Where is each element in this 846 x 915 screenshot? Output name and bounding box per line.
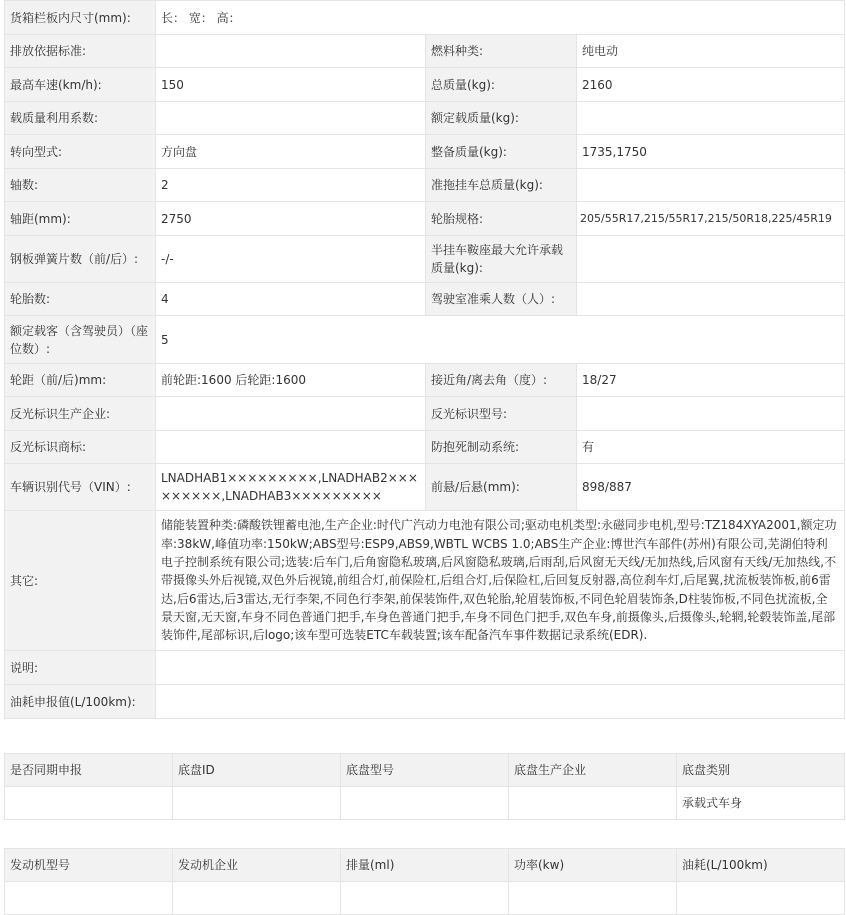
column-header: 底盘ID — [173, 754, 341, 787]
spec-value: 1735,1750 — [577, 135, 845, 169]
note-value — [156, 651, 845, 685]
column-header: 底盘型号 — [341, 754, 509, 787]
table-row — [5, 135, 845, 169]
spec-label: 轮距（前/后)mm: — [5, 364, 156, 397]
table-row — [5, 882, 845, 915]
fuel-label: 油耗申报值(L/100km): — [5, 685, 156, 719]
spec-label: 防抱死制动系统: — [426, 431, 577, 464]
table-row — [5, 169, 845, 202]
other-label: 其它: — [5, 511, 156, 651]
table-row — [5, 787, 845, 820]
spec-value — [577, 397, 845, 431]
table-cell — [509, 787, 677, 820]
note-label: 说明: — [5, 651, 156, 685]
table-cell — [509, 882, 677, 915]
chassis-table — [4, 753, 845, 820]
spec-value — [156, 431, 426, 464]
spec-value — [156, 397, 426, 431]
spec-value: 150 — [156, 68, 426, 102]
spec-value: 205/55R17,215/55R17,215/50R18,225/45R19 — [577, 202, 845, 236]
table-row — [5, 685, 845, 719]
vehicle-spec-table — [4, 0, 845, 719]
table-row — [5, 68, 845, 102]
table-row — [5, 236, 845, 283]
spec-value: 898/887 — [577, 464, 845, 511]
table-row — [5, 431, 845, 464]
column-header: 发动机企业 — [173, 849, 341, 882]
spec-label: 最高车速(km/h): — [5, 68, 156, 102]
table-row — [5, 397, 845, 431]
spec-value: 前轮距:1600 后轮距:1600 — [156, 364, 426, 397]
table-row — [5, 35, 845, 68]
spec-label: 车辆识别代号（VIN）: — [5, 464, 156, 511]
table-header-row — [5, 849, 845, 882]
other-value: 储能装置种类:磷酸铁锂蓄电池,生产企业:时代广汽动力电池有限公司;驱动电机类型:永磁同步电机,型号:TZ184XYA2001,额定功率:38kW,峰值功率:150kW;ABS型号:ESP9,ABS9,WBTL WCBS 1.0;ABS生产企业:博世汽车部件(苏州)有限公司,芜湖伯特利电子控制系统有限公司;选装:后车门,后角窗隐私玻璃,后风窗隐私玻璃,后雨刮,后风窗无天线/无加热线,后风窗有天线/无加热线,不带摄像头外后视镜,双色外后视镜,前组合灯,前保险杠,后组合灯,后保险杠,后回复反射器,高位刹车灯,后尾翼,扰流板装饰板,前6雷达,后6雷达,后3雷达,无行李架,不同色行李架,前保装饰件,双色轮胎,轮眉装饰板,不同色轮眉装饰条,D柱装饰板,不同色扰流板,全景天窗,无天窗,车身不同色普通门把手,车身色普通门把手,车身不同色门把手,双色车身,前摄像头,后摄像头,轮辋,轮毂装饰盖,尾部装饰件,尾部标识,后logo;该车型可选装ETC车载装置;该车配备汽车事件数据记录系统(EDR). — [156, 511, 845, 651]
spec-label: 货箱栏板内尺寸(mm): — [5, 1, 156, 35]
spec-value — [156, 102, 426, 135]
table-row — [5, 202, 845, 236]
spec-label: 轴距(mm): — [5, 202, 156, 236]
table-cell — [341, 882, 509, 915]
spec-label: 驾驶室准乘人数（人）: — [426, 283, 577, 316]
spec-label: 接近角/离去角（度）: — [426, 364, 577, 397]
spec-label: 排放依据标准: — [5, 35, 156, 68]
table-row — [5, 364, 845, 397]
spec-label: 反光标识型号: — [426, 397, 577, 431]
spec-value: 纯电动 — [577, 35, 845, 68]
spec-label: 准拖挂车总质量(kg): — [426, 169, 577, 202]
table-cell — [677, 882, 845, 915]
column-header: 发动机型号 — [5, 849, 173, 882]
spec-value: -/- — [156, 236, 426, 283]
spec-label: 载质量利用系数: — [5, 102, 156, 135]
table-row — [5, 1, 845, 35]
column-header: 油耗(L/100km) — [677, 849, 845, 882]
spec-value: 长： 宽： 高： — [156, 1, 845, 35]
spec-label: 整备质量(kg): — [426, 135, 577, 169]
spec-value — [577, 236, 845, 283]
spec-value — [577, 283, 845, 316]
spec-label: 转向型式: — [5, 135, 156, 169]
spec-value: 方向盘 — [156, 135, 426, 169]
table-row — [5, 102, 845, 135]
column-header: 底盘生产企业 — [509, 754, 677, 787]
spec-value: 18/27 — [577, 364, 845, 397]
spec-label: 钢板弹簧片数（前/后）: — [5, 236, 156, 283]
table-cell — [341, 787, 509, 820]
spec-label: 前悬/后悬(mm): — [426, 464, 577, 511]
spec-value — [577, 102, 845, 135]
table-row — [5, 283, 845, 316]
spec-label: 反光标识商标: — [5, 431, 156, 464]
table-header-row — [5, 754, 845, 787]
table-cell — [5, 882, 173, 915]
spec-label: 反光标识生产企业: — [5, 397, 156, 431]
fuel-value — [156, 685, 845, 719]
column-header: 是否同期申报 — [5, 754, 173, 787]
spec-table-body — [5, 0, 845, 719]
spec-label: 半挂车鞍座最大允许承载质量(kg): — [426, 236, 577, 283]
spec-value: 2160 — [577, 68, 845, 102]
table-cell: 承载式车身 — [677, 787, 845, 820]
spec-label: 总质量(kg): — [426, 68, 577, 102]
table-row — [5, 316, 845, 364]
spec-label: 燃料种类: — [426, 35, 577, 68]
table-cell — [173, 787, 341, 820]
spec-value: LNADHAB1×××××××××,LNADHAB2×××××××××,LNADHAB3××××××××× — [156, 464, 426, 511]
spec-value — [577, 169, 845, 202]
spec-label: 额定载客（含驾驶员）（座位数）: — [5, 316, 156, 364]
spec-label: 轮胎规格: — [426, 202, 577, 236]
table-cell — [173, 882, 341, 915]
table-row — [5, 511, 845, 651]
table-cell — [5, 787, 173, 820]
table-row — [5, 651, 845, 685]
spec-value: 有 — [577, 431, 845, 464]
spec-value: 2750 — [156, 202, 426, 236]
spec-value: 5 — [156, 316, 845, 364]
spec-value — [156, 35, 426, 68]
table-row — [5, 464, 845, 511]
spec-label: 轴数: — [5, 169, 156, 202]
column-header: 排量(ml) — [341, 849, 509, 882]
engine-table — [4, 848, 845, 915]
spec-value: 2 — [156, 169, 426, 202]
spec-label: 额定载质量(kg): — [426, 102, 577, 135]
column-header: 底盘类别 — [677, 754, 845, 787]
spec-label: 轮胎数: — [5, 283, 156, 316]
column-header: 功率(kw) — [509, 849, 677, 882]
spec-value: 4 — [156, 283, 426, 316]
